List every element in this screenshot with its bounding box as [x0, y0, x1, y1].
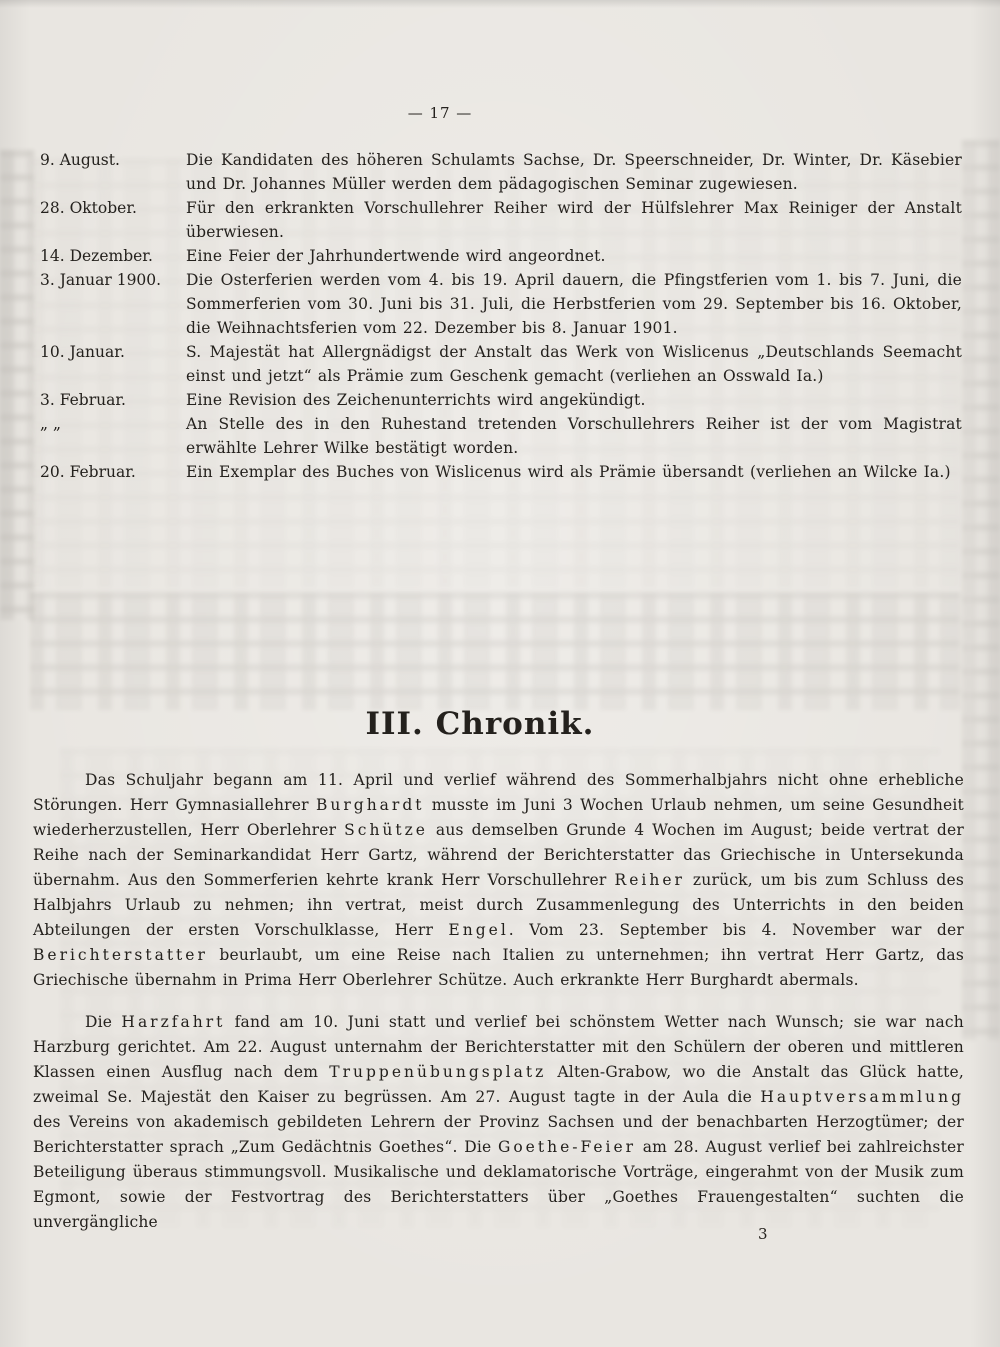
chronicle-entry [40, 268, 962, 340]
chronicle-entry [40, 388, 962, 412]
entry-date: 10. Januar. [40, 343, 125, 361]
scan-edge-shadow [0, 0, 1000, 8]
chronicle-entry [40, 412, 962, 460]
entry-date-ditto: „ „ [40, 415, 61, 433]
entry-text: Die Kandidaten des höheren Schulamts Sachse, Dr. Speerschneider, Dr. Winter, Dr. Käsebier und Dr. Johannes Müller werden dem pädagogischen Seminar zugewiesen. [186, 151, 962, 193]
bleedthrough-artifact [30, 592, 960, 710]
bleedthrough-artifact [962, 140, 1000, 1040]
section-heading: III. Chronik. [365, 706, 595, 742]
chronicle-entry [40, 148, 962, 196]
entry-text: S. Majestät hat Allergnädigst der Anstalt das Werk von Wislicenus „Deutschlands Seemacht einst und jetzt“ als Prämie zum Geschenk gemacht (verliehen an Osswald Ia.) [186, 343, 962, 385]
entry-date: 20. Februar. [40, 463, 136, 481]
chronicle-entry-list [40, 148, 962, 484]
entry-date: 28. Oktober. [40, 199, 137, 217]
body-paragraph: Die Harzfahrt fand am 10. Juni statt und verlief bei schönstem Wetter nach Wunsch; sie war nach Harzburg gerichtet. Am 22. August unternahm der Berichterstatter mit den Schülern der oberen und mittleren Klassen einen Ausflug nach dem Truppenübungsplatz Alten-Grabow, wo die Anstalt das Glück hatte, zweimal Se. Majestät den Kaiser zu begrüssen. Am 27. August tagte in der Aula die Hauptversammlung des Vereins von akademisch gebildeten Lehrern der Provinz Sachsen und der benachbarten Herzogtümer; der Berichterstatter sprach „Zum Gedächtnis Goethes“. Die Goethe-Feier am 28. August verlief bei zahlreichster Beteiligung überaus stimmungsvoll. Musikalische und deklamatorische Vorträge, eingerahmt von der Musik zum Egmont, sowie der Festvortrag des Berichterstatters über „Goethes Frauengestalten“ suchten die unvergängliche [33, 1013, 964, 1231]
entry-date: 9. August. [40, 151, 120, 169]
entry-text: Eine Revision des Zeichenunterrichts wird angekündigt. [186, 391, 646, 409]
chronicle-entry [40, 196, 962, 244]
entry-date: 3. Januar 1900. [40, 271, 162, 289]
entry-date: 14. Dezember. [40, 247, 153, 265]
sheet-signature-number: 3 [758, 1225, 768, 1243]
chronicle-entry [40, 340, 962, 388]
body-paragraph: Das Schuljahr begann am 11. April und verlief während des Sommerhalbjahrs nicht ohne erhebliche Störungen. Herr Gymnasiallehrer Burghardt musste im Juni 3 Wochen Urlaub nehmen, um seine Gesundheit wiederherzustellen, Herr Oberlehrer Schütze aus demselben Grunde 4 Wochen im August; beide vertrat der Reihe nach der Seminarkandidat Herr Gartz, während der Berichterstatter das Griechische in Untersekunda übernahm. Aus den Sommerferien kehrte krank Herr Vorschullehrer Reiher zurück, um bis zum Schluss des Halbjahrs Urlaub zu nehmen; ihn vertrat, meist durch Zusammenlegung des Unterrichts in den beiden Abteilungen der ersten Vorschulklasse, Herr Engel. Vom 23. September bis 4. November war der Berichterstatter beurlaubt, um eine Reise nach Italien zu unternehmen; ihn vertrat Herr Gartz, das Griechische übernahm in Prima Herr Oberlehrer Schütze. Auch erkrankte Herr Burghardt abermals. [33, 771, 965, 989]
bleedthrough-artifact [0, 150, 34, 620]
entry-text: Für den erkrankten Vorschullehrer Reiher wird der Hülfslehrer Max Reiniger der Anstalt überwiesen. [186, 199, 962, 241]
page-number: — 17 — [407, 104, 473, 122]
chronicle-entry [40, 460, 962, 484]
entry-text: Ein Exemplar des Buches von Wislicenus wird als Prämie übersandt (verliehen an Wilcke Ia.) [186, 463, 951, 481]
chronicle-entry [40, 244, 962, 268]
entry-text: An Stelle des in den Ruhestand tretenden Vorschullehrers Reiher ist der vom Magistrat erwählte Lehrer Wilke bestätigt worden. [186, 415, 962, 457]
entry-date: 3. Februar. [40, 391, 126, 409]
entry-text: Eine Feier der Jahrhundertwende wird angeordnet. [186, 247, 606, 265]
entry-text: Die Osterferien werden vom 4. bis 19. April dauern, die Pfingstferien vom 1. bis 7. Juni, die Sommerferien vom 30. Juni bis 31. Juli, die Herbstferien vom 29. September bis 16. Oktober, die Weihnachtsferien vom 22. Dezember bis 8. Januar 1901. [186, 271, 962, 337]
